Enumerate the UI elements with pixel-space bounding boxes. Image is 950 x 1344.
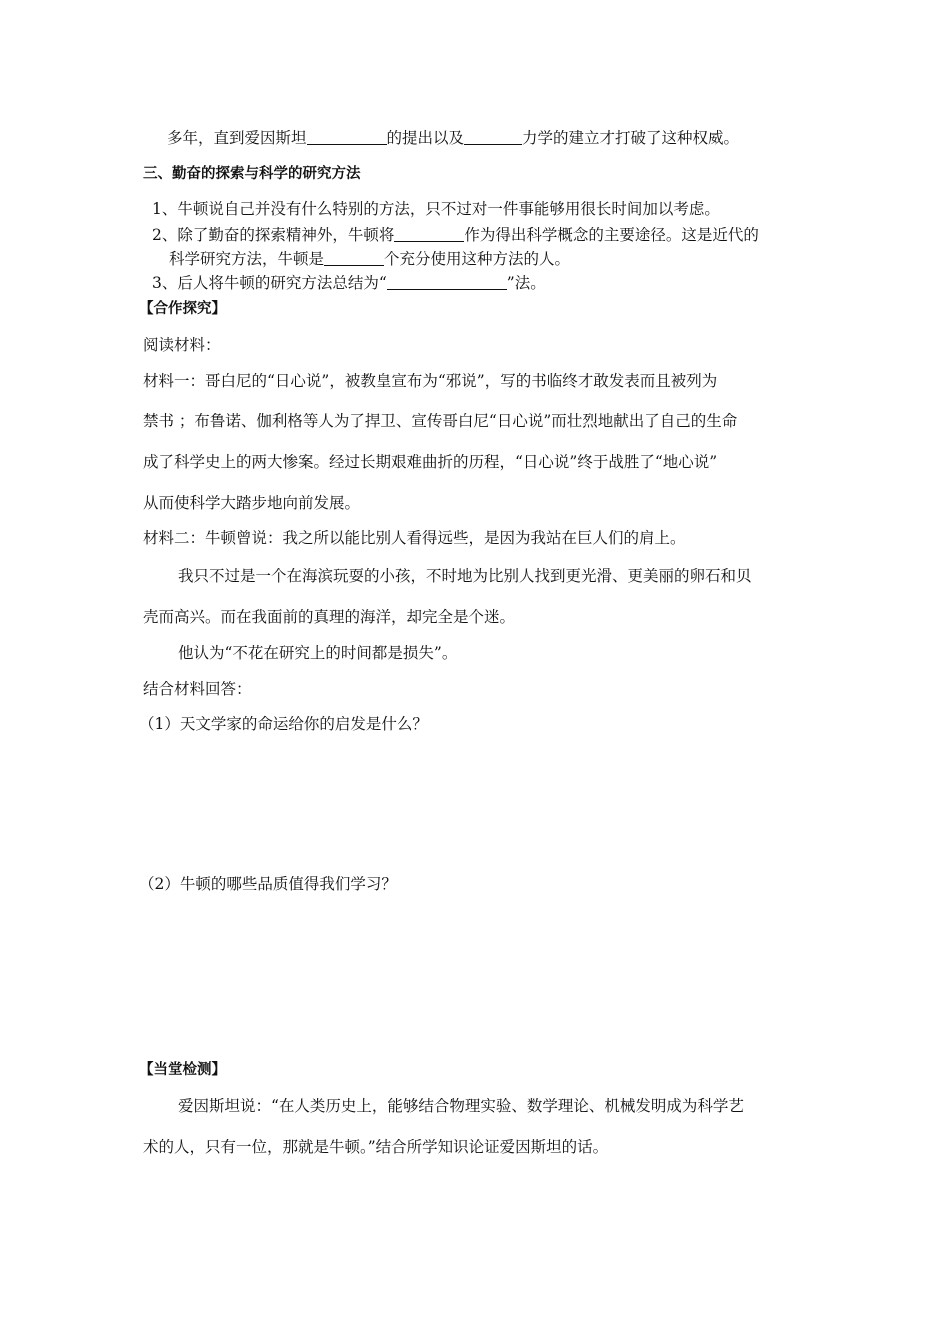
check-line: 术的人，只有一位，那就是牛顿。”结合所学知识论证爱因斯坦的话。 [143,1138,609,1156]
reading-label: 阅读材料： [143,336,221,354]
material-line: 材料一：哥白尼的“日心说”，被教皇宣布为“邪说”，写的书临终才敢发表而且被列为 [143,372,718,390]
question: （2）牛顿的哪些品质值得我们学习？ [139,875,397,893]
material-line: 从而使科学大踏步地向前发展。 [143,494,361,512]
list-item [152,273,546,293]
material-line: 壳而高兴。而在我面前的真理的海洋，却完全是个迷。 [143,608,516,626]
list-item-continuation [169,249,570,269]
intro-text-3: 力学的建立才打破了这种权威。 [522,129,740,147]
item2-text-1: 2、除了勤奋的探索精神外，牛顿将 [152,226,395,244]
item2-text-4: 个充分使用这种方法的人。 [384,250,571,268]
material-line: 他认为“不花在研究上的时间都是损失”。 [178,644,458,662]
material-line: 禁书 ；布鲁诺、伽利格等人为了捍卫、宣传哥白尼“日心说”而壮烈地献出了自己的生命 [143,412,738,430]
list-item: 1、牛顿说自己并没有什么特别的方法，只不过对一件事能够用很长时间加以考虑。 [152,200,720,218]
item2-text-2: 作为得出科学概念的主要途径。这是近代的 [464,226,759,244]
section-heading: 三、勤奋的探索与科学的研究方法 [143,166,361,182]
fill-blank[interactable] [324,250,384,266]
intro-text-1: 多年，直到爱因斯坦 [167,129,307,147]
fill-blank[interactable] [464,129,522,145]
material-line: 材料二：牛顿曾说：我之所以能比别人看得远些，是因为我站在巨人们的肩上。 [143,529,686,547]
list-item [152,225,759,245]
item2-text-3: 科学研究方法，牛顿是 [169,250,325,268]
question: （1）天文学家的命运给你的启发是什么？ [139,715,428,733]
fill-blank[interactable] [394,226,464,242]
fill-blank[interactable] [307,129,387,145]
answer-prompt: 结合材料回答： [143,680,252,698]
item3-text-2: ”法。 [506,274,546,292]
check-line: 爱因斯坦说：“在人类历史上，能够结合物理实验、数学理论、机械发明成为科学艺 [178,1097,744,1115]
item3-text-1: 3、后人将牛顿的研究方法总结为“ [152,274,387,292]
fill-blank[interactable] [387,274,507,290]
intro-line [167,128,739,148]
intro-text-2: 的提出以及 [386,129,465,147]
section-heading: 【当堂检测】 [139,1062,226,1078]
material-line: 成了科学史上的两大惨案。经过长期艰难曲折的历程，“日心说”终于战胜了“地心说” [143,453,718,471]
material-line: 我只不过是一个在海滨玩耍的小孩，不时地为比别人找到更光滑、更美丽的卵石和贝 [178,567,752,585]
section-heading: 【合作探究】 [139,301,226,317]
